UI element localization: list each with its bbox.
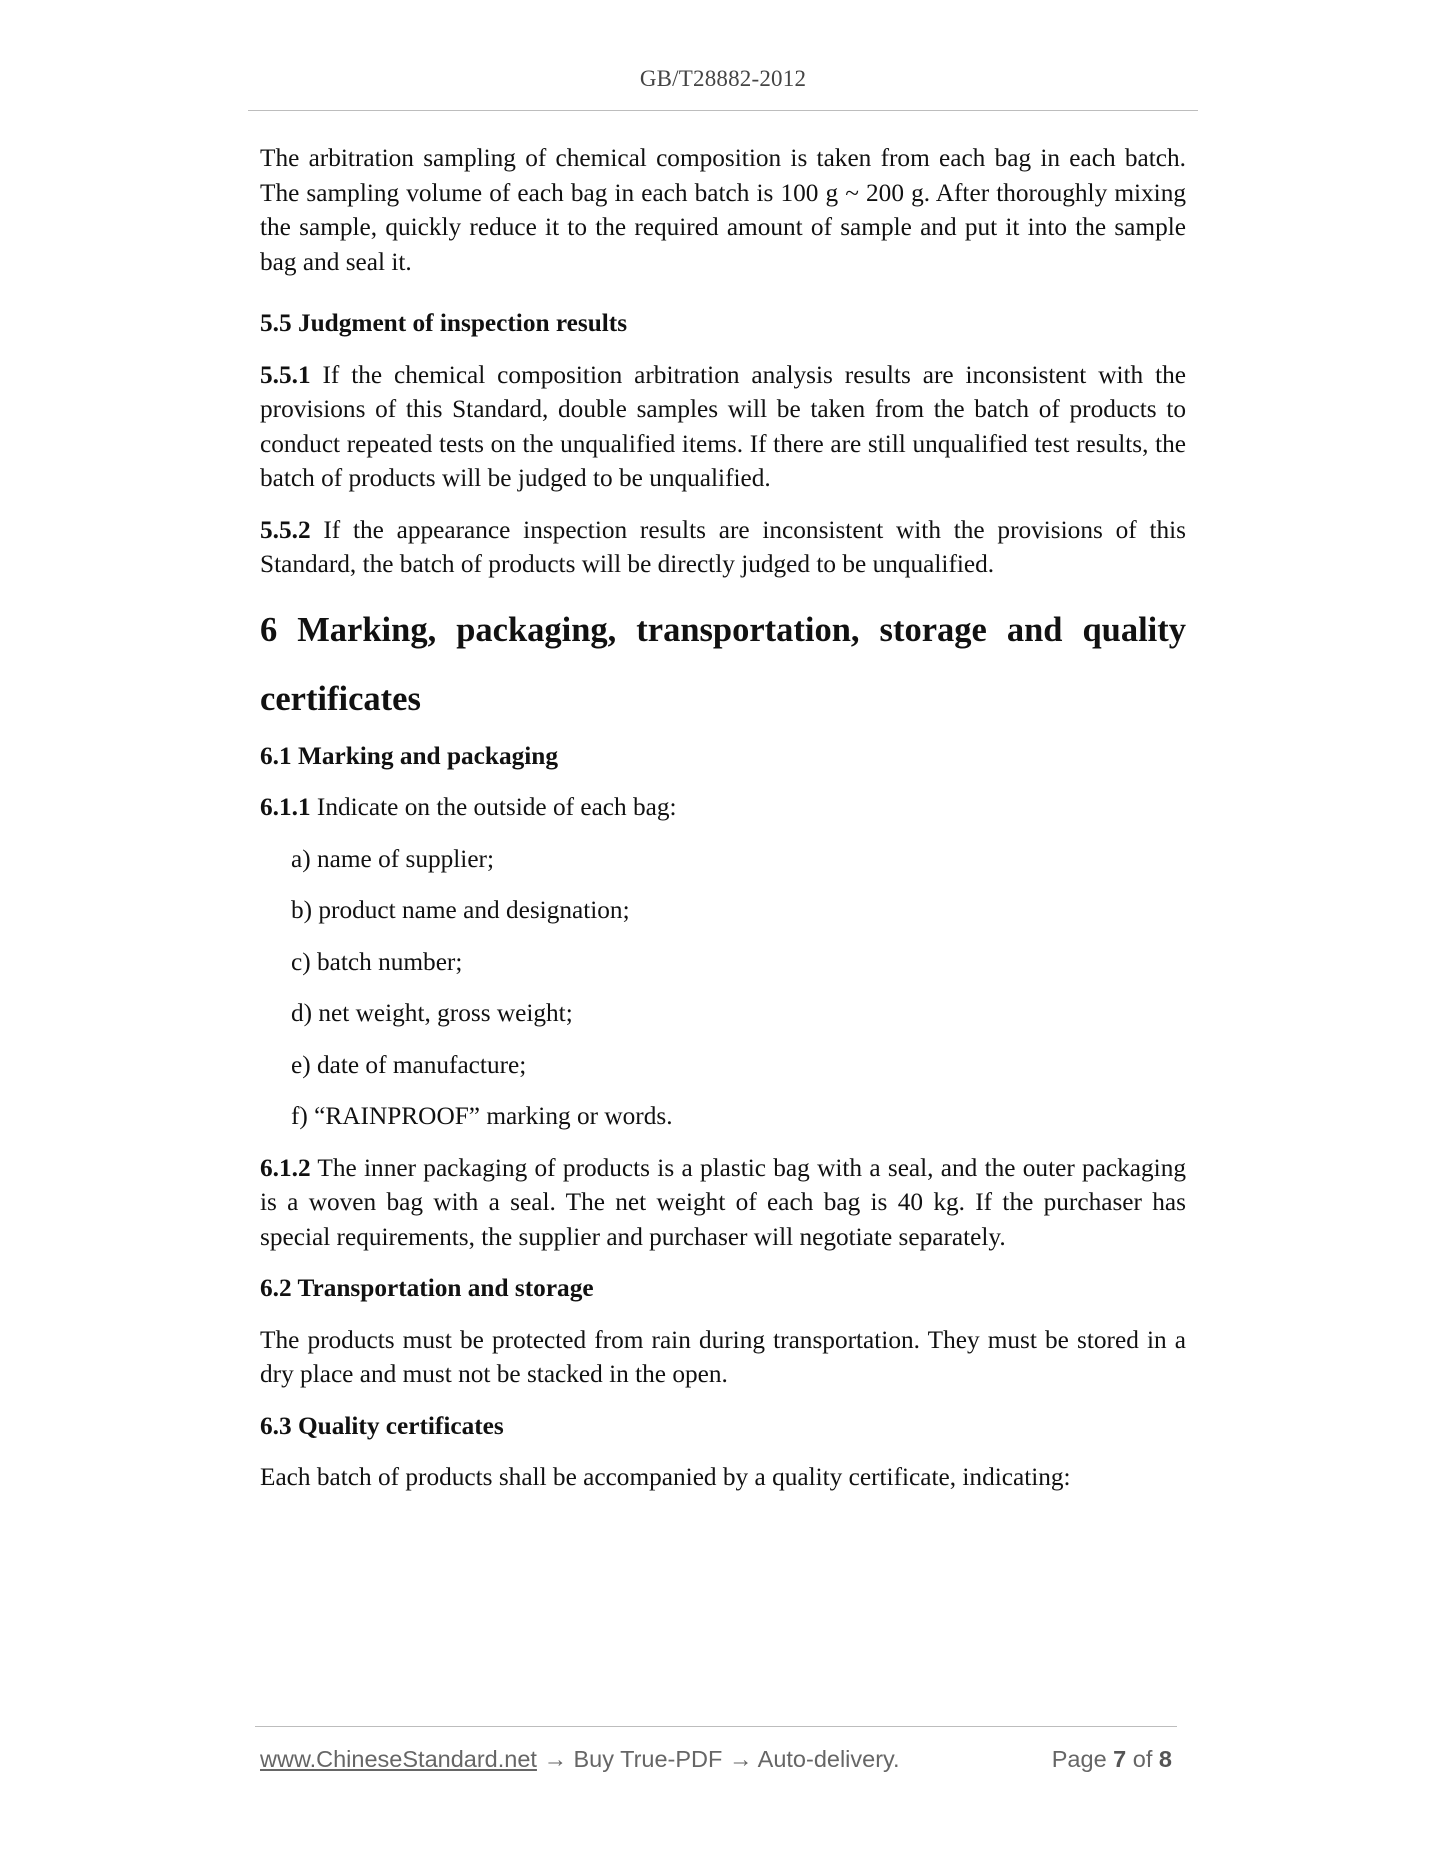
list-item: b) product name and designation; — [291, 896, 630, 924]
running-header: GB/T28882-2012 — [639, 66, 807, 91]
clause-number: 5.5.2 — [260, 515, 311, 544]
clause-number: 5.5.1 — [260, 360, 311, 389]
header-divider — [248, 110, 1198, 111]
document-body — [260, 141, 1186, 1495]
clause-text: Indicate on the outside of each bag: — [310, 793, 677, 821]
paragraph-sampling: The arbitration sampling of chemical composition is taken from each bag in each batch. The sampling volume of each bag in each batch is 100 g ~ 200 g. After thoroughly mixing the sample, quickly reduce it to the required amount of sample and put it into the sample bag and seal it. — [260, 144, 1186, 276]
clause-5-5-1 — [260, 358, 1186, 496]
of-label: of — [1126, 1746, 1159, 1772]
heading-5-5: 5.5 Judgment of inspection results — [260, 309, 628, 337]
heading-6-3: 6.3 Quality certificates — [260, 1411, 504, 1440]
page-indicator — [1052, 1744, 1172, 1774]
heading-6-1: 6.1 Marking and packaging — [260, 741, 559, 770]
current-page-number: 7 — [1113, 1746, 1127, 1772]
heading-6-2: 6.2 Transportation and storage — [260, 1274, 594, 1302]
clause-number: 6.1.2 — [260, 1153, 311, 1182]
clause-6-1-2 — [260, 1151, 1186, 1255]
list-item: c) batch number; — [291, 947, 463, 976]
total-page-number: 8 — [1158, 1746, 1172, 1772]
footer-divider — [255, 1726, 1177, 1727]
footer-promo — [260, 1744, 900, 1774]
clause-text: If the chemical composition arbitration analysis results are inconsistent with the provisions of this Standard, double samples will be taken from the batch of products to conduct repeated tests on the unqualified items. If there are still unqualified test results, the batch of products will be judged to be unqualified. — [260, 360, 1186, 492]
list-item: e) date of manufacture; — [291, 1050, 527, 1079]
website-link[interactable]: www.ChineseStandard.net — [260, 1746, 537, 1772]
clause-5-5-2 — [260, 513, 1186, 582]
list-item: d) net weight, gross weight; — [291, 999, 573, 1027]
clause-6-1-1 — [260, 790, 1186, 825]
clause-text: The inner packaging of products is a plastic bag with a seal, and the outer packaging is a woven bag with a seal. The net weight of each bag is 40 kg. If the purchaser has special requirements, the supplier and purchaser will negotiate separately. — [260, 1153, 1186, 1251]
clause-text: If the appearance inspection results are inconsistent with the provisions of this Standard, the batch of products will be directly judged to be unqualified. — [260, 515, 1186, 578]
clause-number: 6.1.1 — [260, 793, 311, 821]
heading-6: 6 Marking, packaging, transportation, storage and quality certificates — [260, 610, 1186, 718]
list-item: a) name of supplier; — [291, 844, 495, 873]
paragraph-certificate: Each batch of products shall be accompanied by a quality certificate, indicating: — [260, 1463, 1071, 1491]
paragraph-transport: The products must be protected from rain during transportation. They must be stored in a dry place and must not be stacked in the open. — [260, 1325, 1186, 1388]
list-item: f) “RAINPROOF” marking or words. — [291, 1102, 673, 1130]
page-label: Page — [1051, 1746, 1114, 1772]
footer-promo-text: → Buy True-PDF → Auto-delivery. — [536, 1746, 900, 1772]
